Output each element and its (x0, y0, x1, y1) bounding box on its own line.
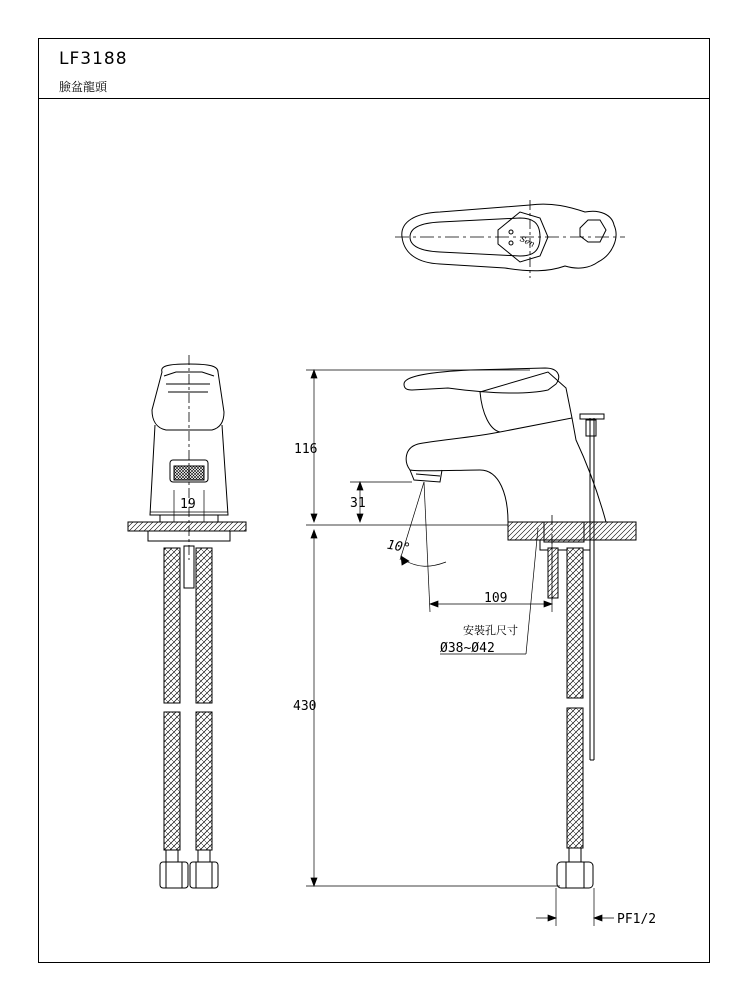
hole-size-range: Ø38~Ø42 (440, 641, 495, 656)
logo-mark: Sen (518, 234, 537, 249)
front-view-handle-face (166, 384, 210, 392)
dim-overall-height: 116 (294, 442, 318, 457)
hose-right-upper (196, 548, 212, 703)
hose-side-lower (567, 708, 583, 848)
front-view-handle (152, 364, 224, 430)
top-view-outline (402, 204, 616, 271)
indicator-dot-b (509, 241, 513, 245)
pop-up-knob (580, 414, 604, 419)
model-number: LF3188 (59, 49, 128, 69)
side-view-lever (404, 368, 559, 393)
hose-side-ferrule (569, 848, 581, 862)
hose-left-lower (164, 712, 180, 850)
side-view (404, 368, 636, 888)
dim-hose-length: 430 (293, 699, 317, 714)
hose-left-ferrule (166, 850, 178, 862)
hose-side-upper (567, 548, 583, 698)
dim-spout-height: 31 (350, 496, 366, 511)
dim-aerator-width: 19 (180, 497, 196, 512)
top-view (395, 200, 625, 278)
deck-left (128, 522, 246, 531)
side-view-cartridge (480, 372, 572, 432)
front-view (128, 355, 246, 888)
dim-spout-angle: 10° (385, 537, 412, 557)
top-view-stem-hex (580, 220, 606, 242)
dim-spout-reach: 109 (484, 591, 508, 606)
hose-side-nut (557, 862, 593, 888)
side-view-shank (544, 522, 584, 542)
hole-size-label: 安裝孔尺寸 (463, 624, 518, 637)
hose-left-nut (160, 862, 188, 888)
hose-right-lower (196, 712, 212, 850)
product-name: 臉盆龍頭 (59, 80, 108, 94)
hose-right-ferrule (198, 850, 210, 862)
hose-left-upper (164, 548, 180, 703)
side-view-stud (548, 548, 558, 598)
hose-right-nut (190, 862, 218, 888)
thread-spec: PF1/2 (617, 912, 657, 927)
side-view-body (406, 418, 606, 522)
indicator-dot-a (509, 230, 513, 234)
